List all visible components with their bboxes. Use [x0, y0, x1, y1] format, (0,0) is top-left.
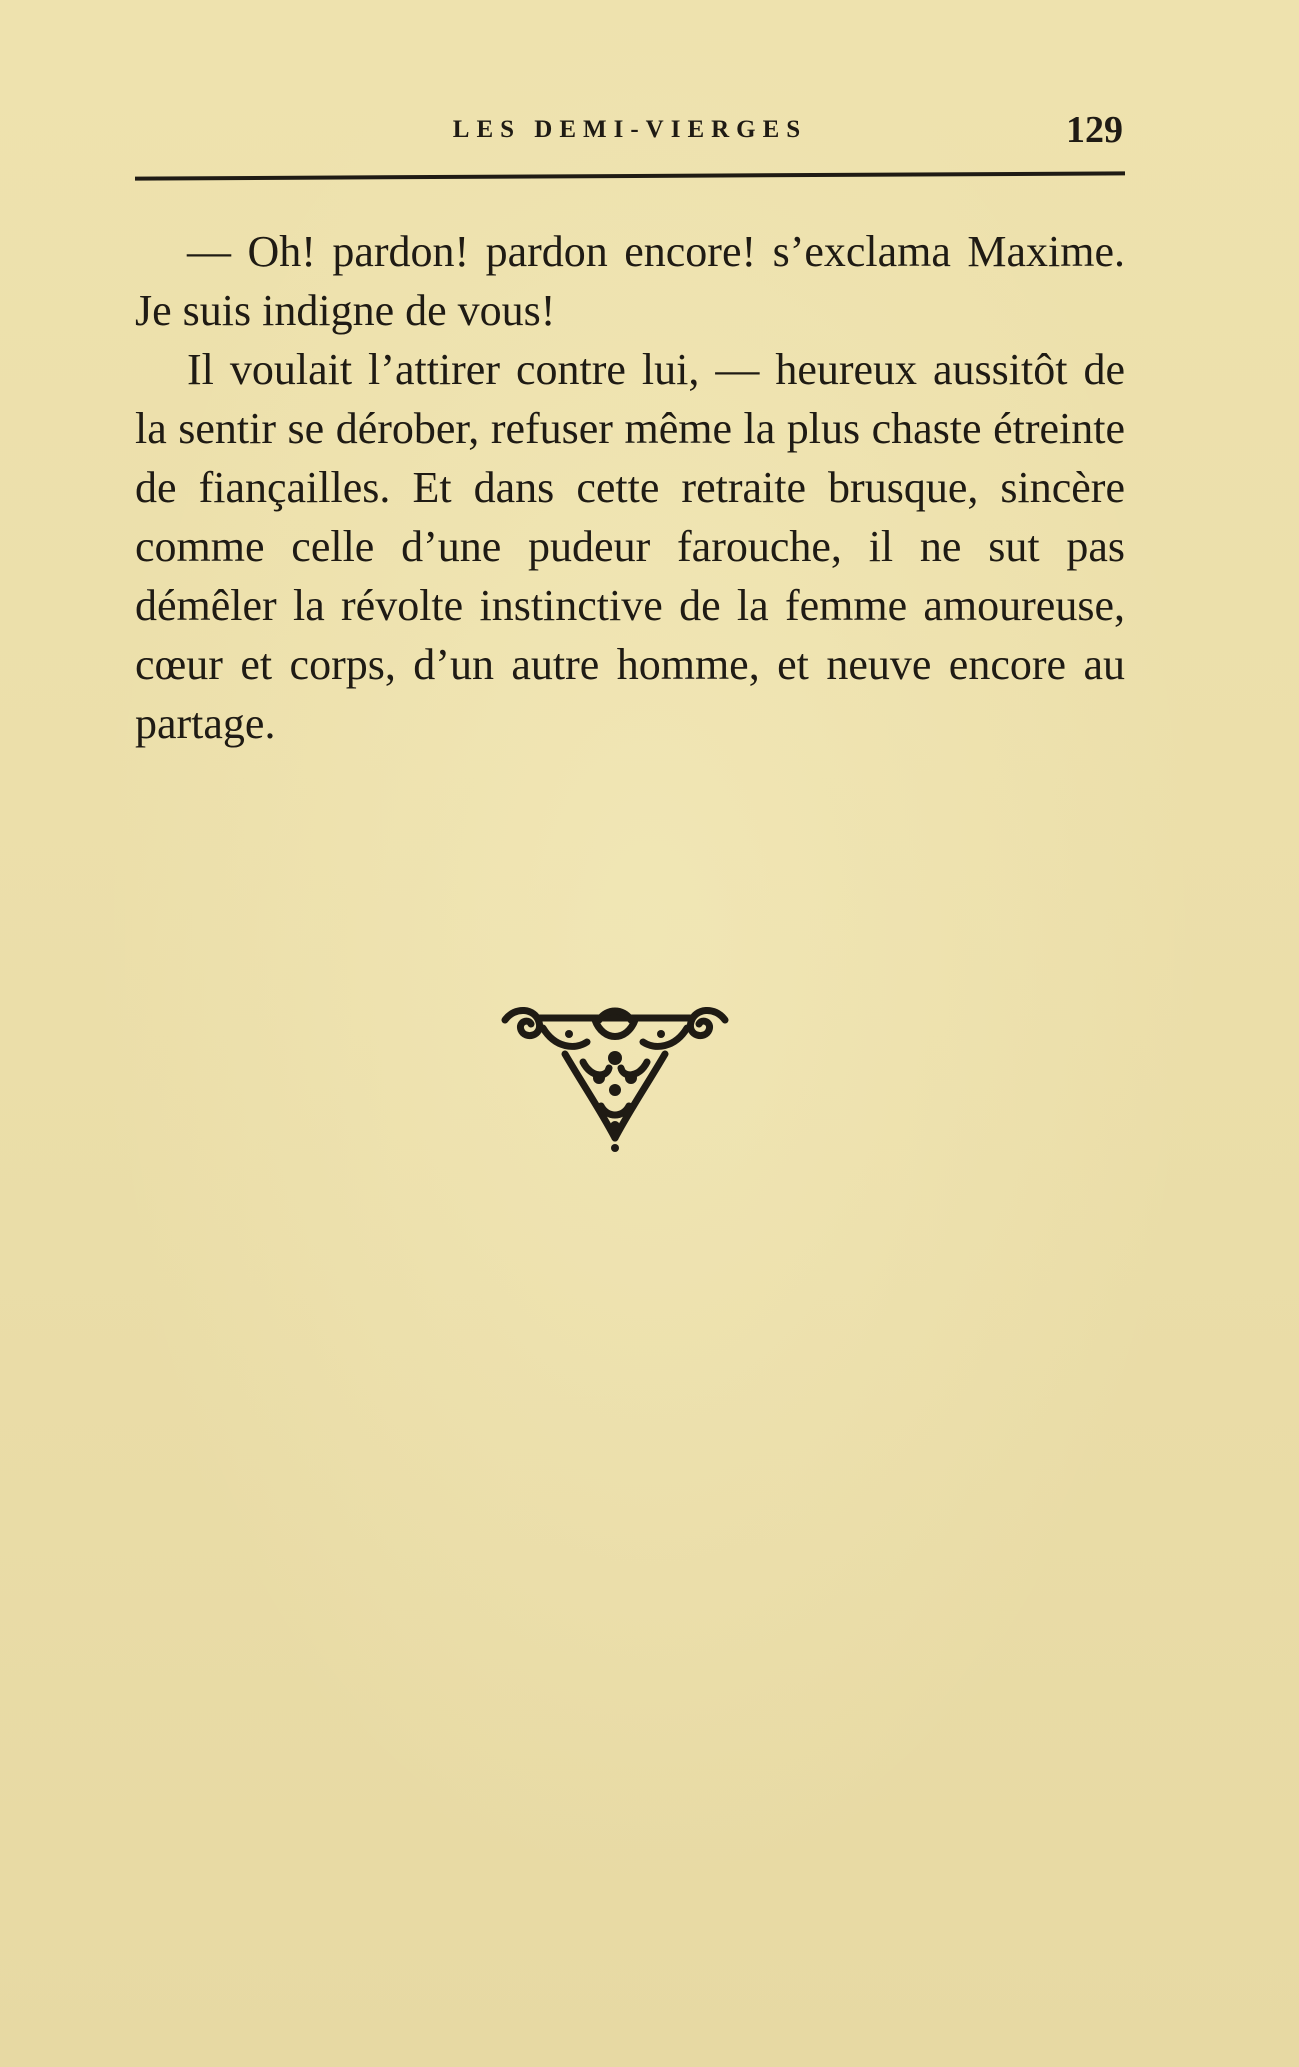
running-head: [135, 108, 1125, 158]
cul-de-lampe-ornament-icon: [495, 998, 735, 1158]
body-text: [135, 222, 1125, 753]
paragraph: — Oh! pardon! pardon encore! s’exclama Maxime. Je suis indigne de vous!: [135, 227, 1125, 335]
running-title: LES DEMI-VIERGES: [452, 116, 808, 143]
page-number: 129: [1066, 109, 1123, 151]
paragraph: Il voulait l’attirer contre lui, — heureux aussitôt de la sentir se dérober, refuser même la plus chaste étreinte de fiançailles. Et dans cette retraite brusque, sincère comme celle d’une pudeur farouche, il ne sut pas démêler la révolte instinctive de la femme amoureuse, cœur et corps, d’un autre homme, et neuve encore au partage.: [135, 345, 1125, 748]
header-rule: [135, 171, 1125, 180]
